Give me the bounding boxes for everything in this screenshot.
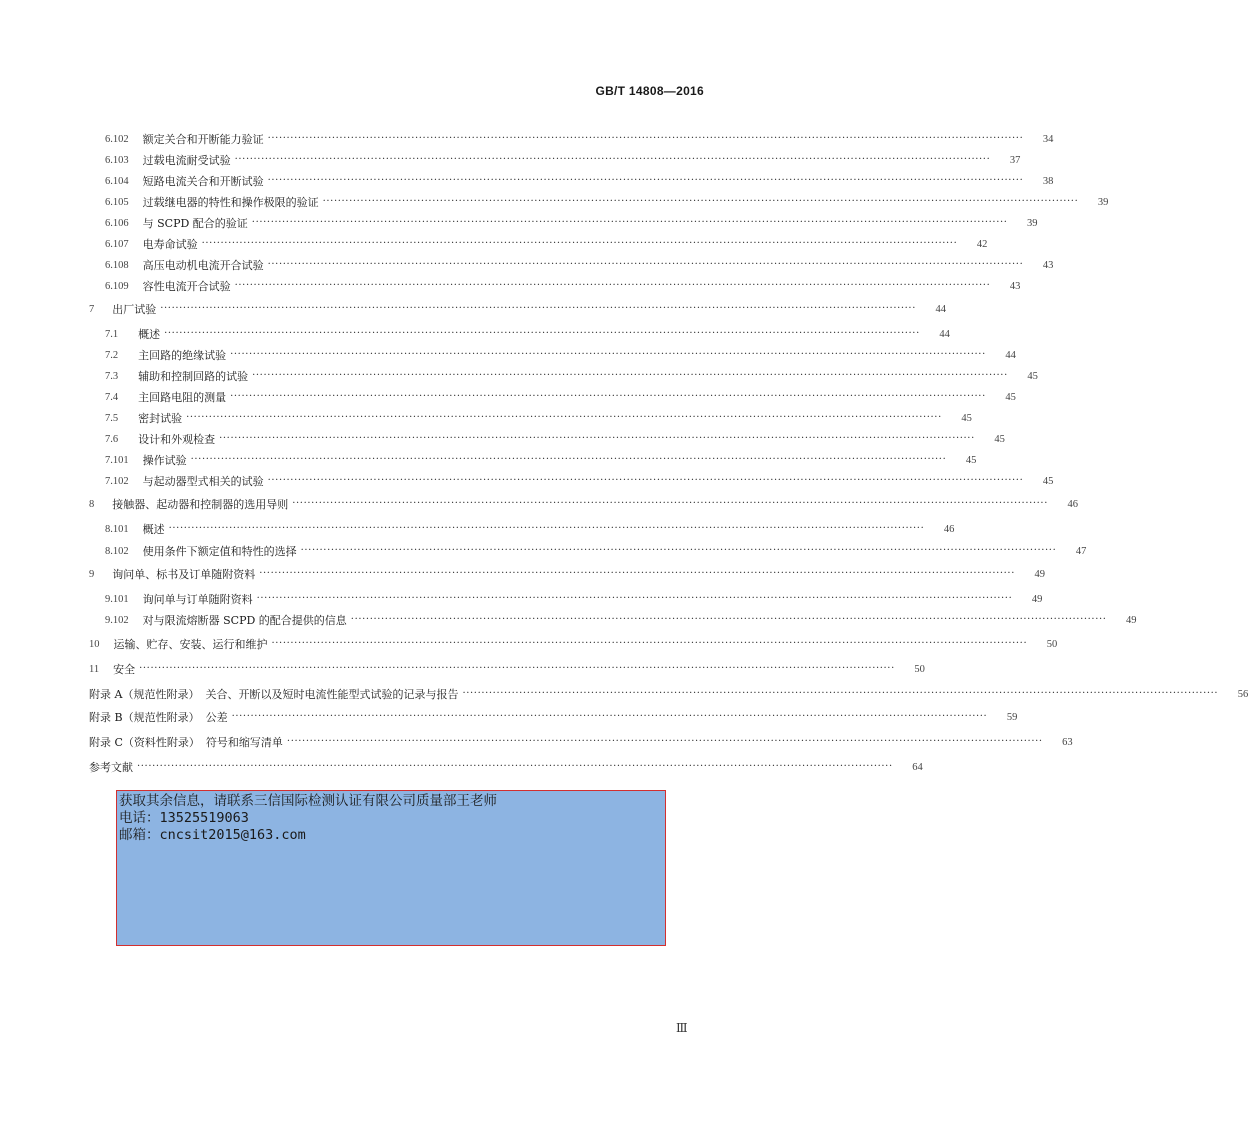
toc-page-number: 44 [1005,349,1016,361]
toc-section-title: 运输、贮存、安装、运行和维护 [113,638,268,651]
toc-leader-dots: ········································································································································································································ [139,663,895,674]
toc-section-title: 辅助和控制回路的试验 [138,370,249,383]
toc-section-number: 10 [89,638,100,650]
toc-section-number: 6.106 [105,217,129,229]
notice-line-phone: 电话：13525519063 [119,810,249,826]
toc-section-title: 短路电流关合和开断试验 [142,175,264,188]
toc-leader-dots: ········································································································································································································ [256,593,1013,604]
toc-section-number: 8 [89,498,95,510]
toc-section-number: 6.103 [105,154,129,166]
toc-section-title: 高压电动机电流开合试验 [142,259,264,272]
toc-row[interactable] [0,345,1016,365]
toc-page-number: 50 [914,663,925,675]
toc-page-number: 37 [1009,154,1021,166]
toc-row[interactable] [0,634,1058,654]
toc-section-number: 6.109 [105,280,129,292]
toc-section-number: 7.1 [105,328,119,340]
toc-leader-dots: ········································································································································································································ [286,736,1043,747]
toc-leader-dots: ········································································································································································································ [267,175,1024,186]
toc-leader-dots: ········································································································································································································ [300,545,1057,556]
toc-row[interactable] [0,757,923,777]
toc-section-number: 6.102 [105,133,129,145]
toc-page-number: 64 [912,761,923,773]
toc-section-title: 出厂试验 [112,303,157,316]
toc-leader-dots: ········································································································································································································ [234,154,991,165]
toc-row[interactable] [0,150,1021,170]
toc-row[interactable] [0,129,1054,149]
toc-row[interactable] [0,366,1038,386]
toc-section-title: 主回路电阻的测量 [138,391,227,404]
toc-row[interactable] [0,171,1054,191]
toc-row[interactable] [0,659,925,679]
page-number: Ⅲ [676,1021,688,1035]
toc-page-number: 39 [1027,217,1038,229]
toc-row[interactable] [0,541,1087,561]
toc-page-number: 43 [1009,280,1021,292]
toc-leader-dots: ········································································································································································································ [267,259,1024,270]
toc-leader-dots: ········································································································································································································ [251,217,1008,228]
toc-section-number: 11 [89,663,100,675]
toc-leader-dots: ········································································································································································································ [186,412,942,423]
toc-leader-dots: ········································································································································································································ [164,328,920,339]
toc-page-number: 63 [1062,736,1073,748]
toc-section-number: 附录 C（资料性附录） [89,736,200,749]
toc-row[interactable] [0,519,955,539]
toc-section-title: 参考文献 [89,761,133,774]
toc-leader-dots: ········································································································································································································ [231,711,988,722]
toc-row[interactable] [0,299,946,319]
toc-section-title: 公差 [205,711,228,724]
toc-page-number: 34 [1042,133,1054,145]
toc-page-number: 46 [943,523,955,535]
toc-page-number: 45 [1005,391,1016,403]
toc-section-title: 询问单与订单随附资料 [142,593,253,606]
toc-section-title: 电寿命试验 [142,238,198,251]
toc-section-number: 6.104 [105,175,129,187]
toc-section-title: 关合、开断以及短时电流性能型式试验的记录与报告 [205,688,459,701]
toc-page-number: 45 [994,433,1005,445]
toc-section-title: 与起动器型式相关的试验 [142,475,264,488]
toc-section-title: 使用条件下额定值和特性的选择 [142,545,297,558]
toc-leader-dots: ········································································································································································································ [271,638,1028,649]
toc-leader-dots: ········································································································································································································ [322,196,1079,207]
toc-leader-dots: ········································································································································································································ [292,498,1048,509]
toc-leader-dots: ········································································································································································································ [219,433,975,444]
toc-section-number: 8.101 [105,523,129,535]
toc-leader-dots: ········································································································································································································ [462,688,1219,699]
toc-row[interactable] [0,610,1137,630]
toc-leader-dots: ········································································································································································································ [160,303,916,314]
toc-section-number: 7.2 [105,349,119,361]
toc-section-number: 7 [89,303,95,315]
toc-row[interactable] [0,255,1054,275]
toc-leader-dots: ········································································································································································································ [252,370,1008,381]
toc-section-title: 对与限流熔断器 SCPD 的配合提供的信息 [142,614,347,627]
toc-row[interactable] [0,408,972,428]
toc-page-number: 49 [1126,614,1137,626]
toc-section-number: 附录 B（规范性附录） [89,711,200,724]
toc-section-title: 概述 [138,328,161,341]
toc-section-title: 容性电流开合试验 [142,280,231,293]
toc-row[interactable] [0,494,1078,514]
notice-line-info: 获取其余信息，请联系三信国际检测认证有限公司质量部王老师 [119,793,497,809]
toc-row[interactable] [0,732,1073,752]
toc-section-title: 主回路的绝缘试验 [138,349,227,362]
toc-page-number: 56 [1237,688,1248,700]
toc-section-number: 8.102 [105,545,129,557]
toc-row[interactable] [0,589,1043,609]
toc-leader-dots: ········································································································································································································ [234,280,991,291]
toc-section-number: 6.105 [105,196,129,208]
toc-page-number: 47 [1075,545,1087,557]
toc-leader-dots: ········································································································································································································ [259,568,1015,579]
toc-row[interactable] [0,387,1016,407]
toc-page-number: 45 [961,412,972,424]
toc-row[interactable] [0,276,1021,296]
toc-section-number: 7.102 [105,475,129,487]
toc-section-title: 操作试验 [142,454,187,467]
toc-section-title: 符号和缩写清单 [205,736,283,749]
toc-leader-dots: ········································································································································································································ [230,391,986,402]
toc-section-number: 9.101 [105,593,129,605]
toc-page-number: 59 [1006,711,1018,723]
toc-section-number: 6.107 [105,238,129,250]
toc-row[interactable] [0,213,1038,233]
toc-leader-dots: ········································································································································································································ [168,523,925,534]
toc-section-title: 过载继电器的特性和操作极限的验证 [142,196,319,209]
contact-notice-box [116,790,666,946]
toc-section-number: 附录 A（规范性附录） [89,688,200,701]
toc-row[interactable] [0,707,1018,727]
toc-section-title: 设计和外观检查 [138,433,216,446]
toc-page-number: 44 [935,303,946,315]
toc-section-number: 6.108 [105,259,129,271]
toc-row[interactable] [0,192,1109,212]
toc-row[interactable] [0,234,988,254]
toc-section-title: 安全 [113,663,136,676]
toc-leader-dots: ········································································································································································································ [201,238,958,249]
toc-section-title: 密封试验 [138,412,183,425]
toc-page-number: 45 [965,454,977,466]
toc-section-number: 7.5 [105,412,119,424]
toc-leader-dots: ········································································································································································································ [350,614,1107,625]
toc-page-number: 50 [1046,638,1058,650]
toc-page-number: 39 [1097,196,1109,208]
toc-row[interactable] [0,471,1054,491]
toc-row[interactable] [0,564,1045,584]
toc-page-number: 46 [1067,498,1078,510]
toc-leader-dots: ········································································································································································································ [230,349,986,360]
toc-section-title: 概述 [142,523,165,536]
toc-section-number: 9.102 [105,614,129,626]
toc-section-title: 与 SCPD 配合的验证 [142,217,248,230]
toc-section-number: 9 [89,568,95,580]
toc-leader-dots: ········································································································································································································ [190,454,947,465]
toc-page-number: 43 [1042,259,1054,271]
toc-row[interactable] [0,684,1248,704]
toc-page-number: 45 [1027,370,1038,382]
toc-page-number: 44 [939,328,950,340]
toc-leader-dots: ········································································································································································································ [267,133,1024,144]
toc-section-number: 7.6 [105,433,119,445]
standard-code: GB/T 14808—2016 [595,84,704,98]
toc-row[interactable] [0,324,950,344]
toc-page-number: 38 [1042,175,1054,187]
toc-section-title: 接触器、起动器和控制器的选用导则 [112,498,289,511]
toc-row[interactable] [0,429,1005,449]
toc-section-number: 7.4 [105,391,119,403]
notice-line-email: 邮箱：cncsit2015@163.com [119,827,306,843]
toc-row[interactable] [0,450,977,470]
toc-page-number: 42 [976,238,988,250]
toc-page-number: 49 [1031,593,1043,605]
toc-leader-dots: ········································································································································································································ [137,761,893,772]
toc-section-title: 额定关合和开断能力验证 [142,133,264,146]
toc-page-number: 49 [1034,568,1045,580]
toc-page-number: 45 [1042,475,1054,487]
toc-leader-dots: ········································································································································································································ [267,475,1024,486]
toc-section-number: 7.3 [105,370,119,382]
toc-section-number: 7.101 [105,454,129,466]
toc-section-title: 询问单、标书及订单随附资料 [112,568,256,581]
toc-section-title: 过载电流耐受试验 [142,154,231,167]
